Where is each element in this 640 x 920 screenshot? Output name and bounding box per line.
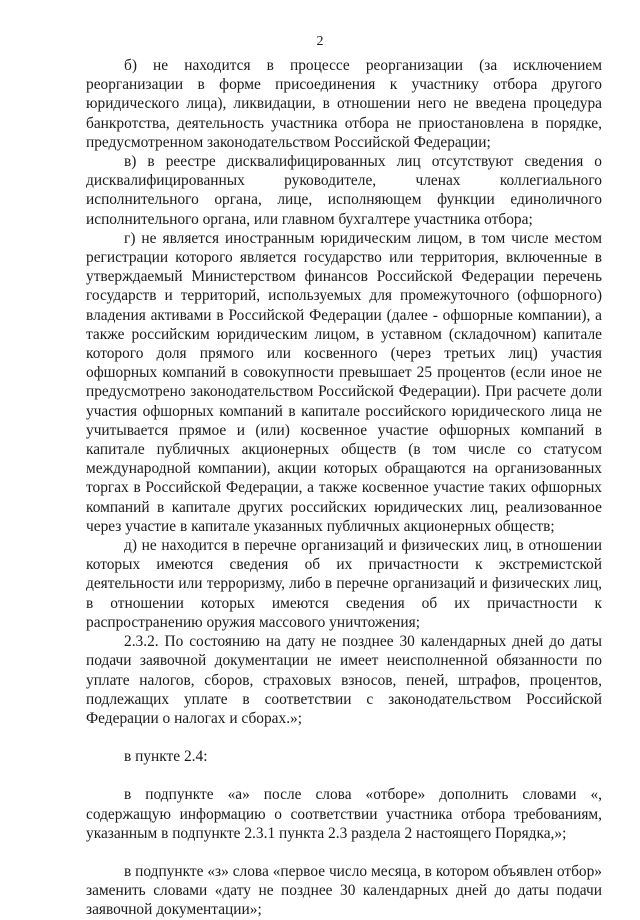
- paragraph-2-3-2-tax-obligations: 2.3.2. По состоянию на дату не позднее 30 календарных дней до даты подачи заявочной документации не имеет неисполненной обязанности по уплате налогов, сборов, страховых взносов, пеней, штрафов, процентов, подлежащих уплате в соответствии с законодательством Российской Федерации о налогах и сборах.»;: [86, 633, 602, 727]
- paragraph-v-disqualified-persons: в) в реестре дисквалифицированных лиц отсутствуют сведения о дисквалифицированных руководителе, членах коллегиального исполнительного органа, лице, исполняющем функции единоличного исполнительного органа, или главном бухгалтере участника отбора;: [86, 153, 602, 228]
- paragraph-g-offshore-companies: г) не является иностранным юридическим лицом, в том числе местом регистрации которого является государство или территория, включенные в утверждаемый Министерством финансов Российской Федерации перечень государств и территорий, используемых для промежуточного (офшорного) владения активами в Российской Федерации (далее - офшорные компании), а также российским юридическим лицом, в уставном (складочном) капитале которого доля прямого или косвенного (через третьих лиц) участия офшорных компаний в совокупности превышает 25 процентов (если иное не предусмотрено законодательством Российской Федерации). При расчете доли участия офшорных компаний в капитале российского юридического лица не учитывается прямое и (или) косвенное участие офшорных компаний в капитале публичных акционерных обществ (в том числе со статусом международной компании), акции которых обращаются на организованных торгах в Российской Федерации, а также косвенное участие таких офшорных компаний в капитале других российских юридических лиц, реализованное через участие в капитале указанных публичных акционерных обществ;: [86, 229, 602, 535]
- paragraph-item-2-4-intro: в пункте 2.4:: [124, 748, 208, 766]
- paragraph-spacer: [86, 843, 602, 862]
- page-number: 2: [316, 34, 324, 49]
- paragraph-spacer: [86, 728, 602, 747]
- paragraph-subitem-a-change: в подпункте «а» после слова «отборе» дополнить словами «, содержащую информацию о соответствии участника отбора требованиям, указанным в подпункте 2.3.1 пункта 2.3 раздела 2 настоящего Порядка,»;: [86, 786, 602, 842]
- paragraph-subitem-z-change: в подпункте «з» слова «первое число месяца, в котором объявлен отбор» заменить словами «дату не позднее 30 календарных дней до даты подачи заявочной документации»;: [86, 862, 602, 919]
- document-body: [86, 56, 602, 920]
- paragraph-b-reorganization: б) не находится в процессе реорганизации (за исключением реорганизации в форме присоединения к участнику отбора другого юридического лица), ликвидации, в отношении него не введена процедура банкротства, деятельность участника отбора не приостановлена в порядке, предусмотренном законодательством Российской Федерации;: [86, 57, 602, 151]
- paragraph-d-extremism-list: д) не находится в перечне организаций и физических лиц, в отношении которых имеются сведения об их причастности к экстремистской деятельности или терроризму, либо в перечне организаций и физических лиц, в отношении которых имеются сведения об их причастности к распространению оружия массового уничтожения;: [86, 537, 602, 631]
- paragraph-spacer: [86, 766, 602, 785]
